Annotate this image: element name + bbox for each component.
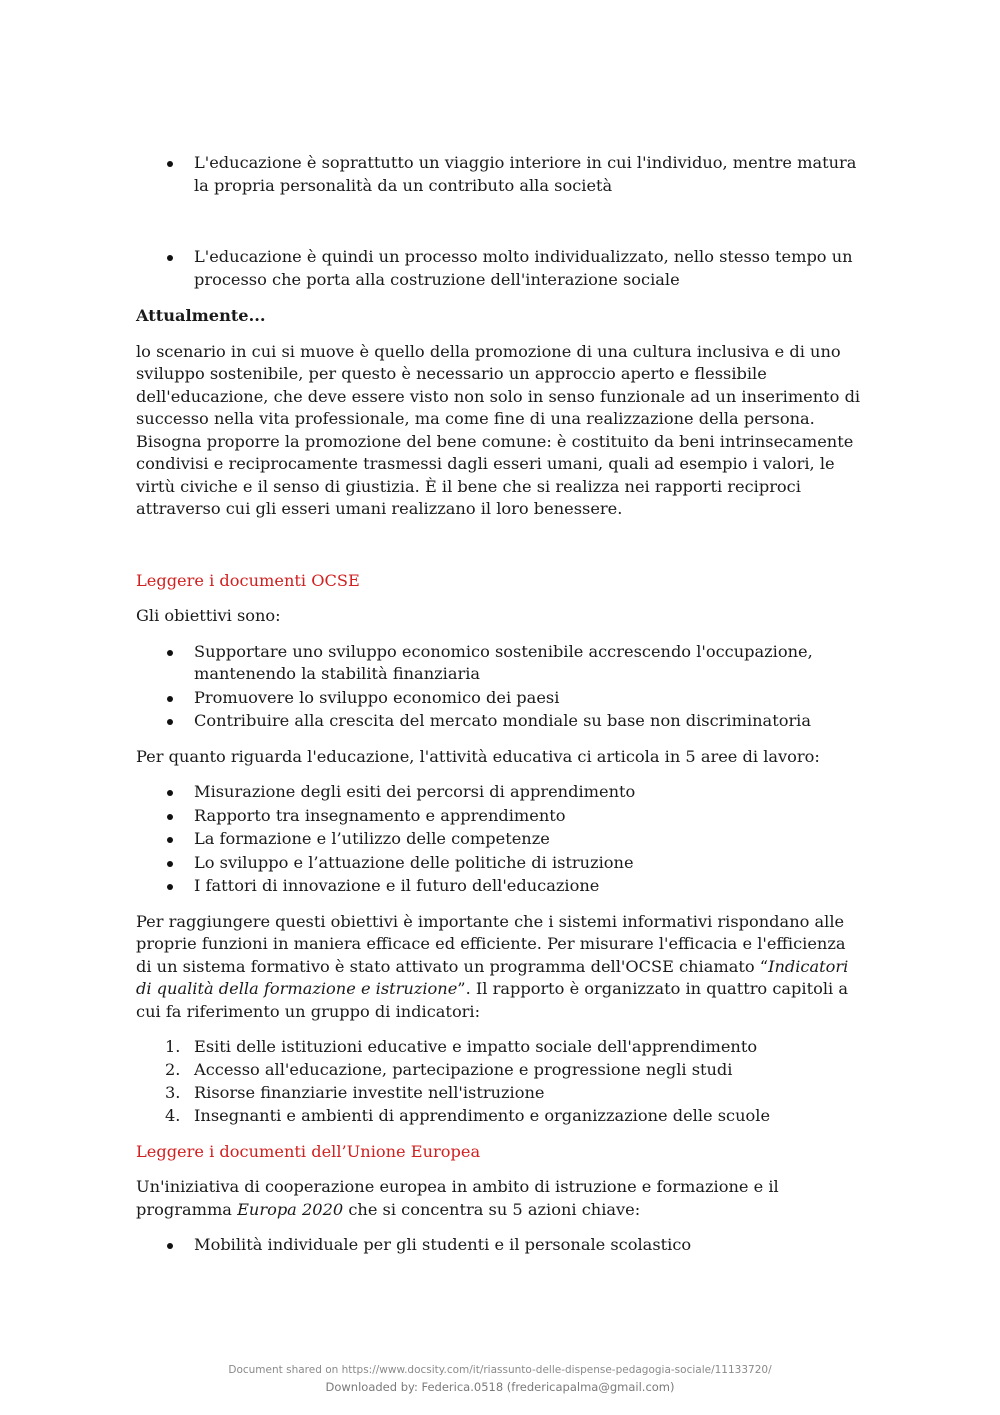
italic-title: Indicatori di qualità della formazione e istruzione (136, 956, 849, 998)
paragraph-indicators (136, 911, 866, 1024)
list-item: Lo sviluppo e l’attuazione delle politiche di istruzione (136, 852, 866, 875)
list-item: L'educazione è quindi un processo molto individualizzato, nello stesso tempo un processo che porta alla costruzione dell'interazione sociale (136, 246, 866, 291)
list-number: 1. (165, 1037, 181, 1056)
paragraph-text: che si concentra su 5 azioni chiave: (343, 1199, 641, 1219)
paragraph-attualmente: lo scenario in cui si muove è quello della promozione di una cultura inclusiva e di uno sviluppo sostenibile, per questo è necessario un approccio aperto e flessibile dell'educazione, che deve essere visto non solo in senso funzionale ad un inserimento di successo nella vita professionale, ma come fine di una realizzazione della persona. Bisogna proporre la promozione del bene comune: è costituito da beni intrinsecamente condivisi e reciprocamente trasmessi dagli esseri umani, quali ad esempio i valori, le virtù civiche e il senso di giustizia. È il bene che si realizza nei rapporti reciproci attraverso cui gli esseri umani realizzano il loro benessere. (136, 341, 861, 518)
footer-shared-url: Document shared on https://www.docsity.com/it/riassunto-delle-dispense-pedagogia-sociale/11133720/ (228, 1364, 772, 1376)
list-item: Misurazione degli esiti dei percorsi di apprendimento (136, 781, 866, 804)
list-item: Supportare uno sviluppo economico sostenibile accrescendo l'occupazione, mantenendo la stabilità finanziaria (136, 641, 866, 686)
list-item: I fattori di innovazione e il futuro dell'educazione (136, 875, 866, 898)
list-item (136, 1082, 866, 1105)
list-item: Mobilità individuale per gli studenti e il personale scolastico (136, 1234, 866, 1257)
list-item-text: Risorse finanziarie investite nell'istruzione (194, 1083, 545, 1102)
paragraph-text: Un'iniziativa di cooperazione europea in ambito di istruzione e formazione e il programma (136, 1177, 779, 1219)
section-heading-ue: Leggere i documenti dell’Unione Europea (136, 1141, 481, 1161)
intro-bullet-list (136, 152, 866, 291)
list-item (136, 1036, 866, 1059)
paragraph-objectives-intro: Gli obiettivi sono: (136, 606, 281, 625)
section-heading-attualmente: Attualmente... (136, 306, 266, 325)
paragraph-areas-intro: Per quanto riguarda l'educazione, l'attività educativa ci articola in 5 aree di lavoro: (136, 746, 820, 766)
paragraph-ue (136, 1176, 866, 1221)
paragraph-text: Per raggiungere questi obiettivi è importante che i sistemi informativi rispondano alle proprie funzioni in maniera efficace ed efficiente. Per misurare l'efficacia e l'efficienza di un sistema formativo è stato attivato un programma dell'OCSE chiamato “ (136, 911, 846, 976)
actions-list (136, 1234, 866, 1257)
list-item-text: Esiti delle istituzioni educative e impatto sociale dell'apprendimento (194, 1037, 758, 1056)
document-page (136, 150, 866, 1257)
list-item: Rapporto tra insegnamento e apprendimento (136, 805, 866, 828)
chapters-list (136, 1036, 866, 1128)
section-heading-ocse: Leggere i documenti OCSE (136, 570, 360, 590)
list-number: 3. (165, 1083, 181, 1102)
list-item: Promuovere lo sviluppo economico dei paesi (136, 687, 866, 710)
list-number: 2. (165, 1060, 181, 1079)
paragraph-text: ”. Il rapporto è organizzato in quattro capitoli a cui fa riferimento un gruppo di indicatori: (136, 979, 848, 1021)
objectives-list (136, 641, 866, 733)
list-item: L'educazione è soprattutto un viaggio interiore in cui l'individuo, mentre matura la propria personalità da un contributo alla società (136, 152, 866, 197)
areas-list (136, 781, 866, 898)
list-item: La formazione e l’utilizzo delle competenze (136, 828, 866, 851)
list-number: 4. (165, 1106, 181, 1125)
list-item (136, 1105, 866, 1128)
footer-downloaded-by: Downloaded by: Federica.0518 (fredericapalma@gmail.com) (325, 1380, 675, 1394)
list-item-text: Accesso all'educazione, partecipazione e progressione negli studi (194, 1060, 733, 1079)
list-item-text: Insegnanti e ambienti di apprendimento e organizzazione delle scuole (194, 1106, 771, 1125)
list-item: Contribuire alla crescita del mercato mondiale su base non discriminatoria (136, 710, 866, 733)
list-item (136, 1059, 866, 1082)
italic-title: Europa 2020 (237, 1199, 344, 1219)
